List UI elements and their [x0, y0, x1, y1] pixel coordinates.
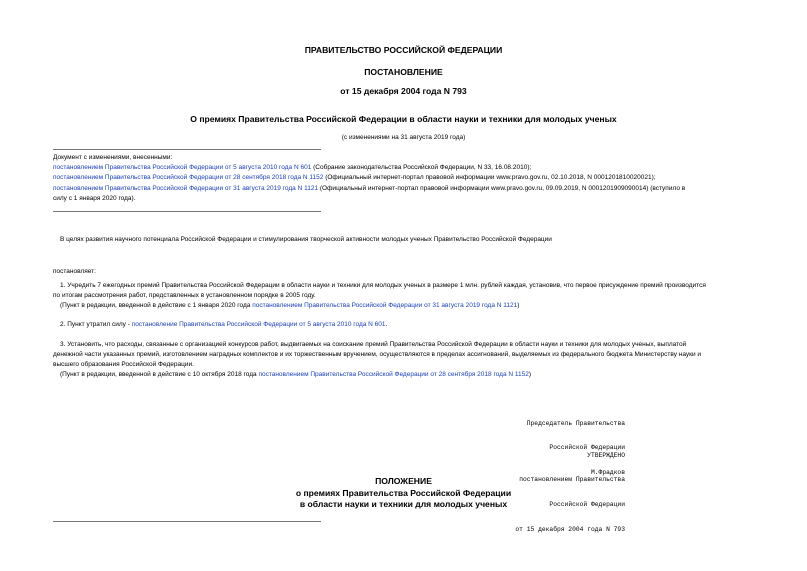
amendments-block	[53, 153, 773, 204]
paragraph-3-line: 3. Установить, что расходы, связанные с организацией конкурсов работ, выдвигаемых на соискание премий Правительства Российской Федерации в области науки и техники для молодых ученых, выплатой	[60, 341, 687, 348]
paragraph-2	[60, 320, 780, 330]
approval-line: Российской Федерации	[549, 501, 625, 509]
paragraph-1	[53, 281, 783, 311]
amendment-item	[53, 184, 773, 194]
signature-name: М.Фрадков	[590, 469, 625, 477]
government-heading: ПРАВИТЕЛЬСТВО РОССИЙСКОЙ ФЕДЕРАЦИИ	[304, 45, 503, 55]
changes-note: (с изменениями на 31 августа 2019 года)	[341, 134, 466, 141]
amendment-link-2019[interactable]: постановлением Правительства Российской Федерации от 31 августа 2019 года N 1121	[53, 184, 319, 192]
paragraph-3-line: высшего образования Российской Федерации.	[53, 361, 194, 368]
note-suffix: )	[517, 302, 520, 309]
paragraph-1-note	[53, 301, 783, 311]
regulation-heading	[0, 476, 807, 511]
paragraph-3-line: денежной части указанных премий, изготовлением наградных комплектов и их торжественным вручением, осуществляются в пределах ассигнований, выделяемых из федерального бюджета Министерству науки и	[53, 351, 702, 358]
amendment-source: (Официальный интернет-портал правовой информации www.pravo.gov.ru, 09.09.2019, N 0001201909090014) (вступило в	[318, 184, 686, 192]
regulation-title: ПОЛОЖЕНИЕ	[375, 476, 432, 486]
amendment-link-2018[interactable]: постановлением Правительства Российской Федерации от 28 сентября 2018 года N 1152	[53, 174, 324, 182]
amendment-source: (Официальный интернет-портал правовой информации www.pravo.gov.ru, 02.10.2018, N 0001201810020021);	[323, 174, 656, 182]
paragraph-1-line: по итогам рассмотрения работ, представленных в установленном порядке в 2005 году.	[53, 292, 316, 299]
amendment-item	[53, 163, 773, 173]
amendment-source: (Собрание законодательства Российской Федерации, N 33, 16.08.2010);	[311, 164, 532, 172]
approval-line: от 15 декабря 2004 года N 793	[515, 526, 625, 534]
divider-footer	[53, 521, 321, 522]
paragraph-2-suffix: .	[385, 321, 388, 328]
paragraph-1-line: 1. Учредить 7 ежегодных премий Правительства Российской Федерации в области науки и техники для молодых ученых в размере 1 млн. рублей каждая, установив, что первое присуждение премий производится	[60, 282, 706, 289]
note-suffix: )	[528, 371, 532, 378]
divider-top	[53, 149, 321, 150]
regulation-subtitle: в области науки и техники для молодых ученых	[299, 499, 508, 509]
preamble: В целях развития научного потенциала Российской Федерации и стимулирования творческой активности молодых ученых Правительство Российской Федерации	[60, 236, 552, 243]
paragraph-2-prefix: 2. Пункт утратил силу -	[60, 321, 132, 328]
decrees-word: постановляет:	[53, 268, 96, 275]
doc-type-heading: ПОСТАНОВЛЕНИЕ	[364, 67, 443, 77]
paragraph-3-note	[53, 370, 783, 380]
note-link-2018[interactable]: постановлением Правительства Российской Федерации от 28 сентября 2018 года N 1152	[258, 371, 529, 378]
amendment-continuation: силу с 1 января 2020 года).	[53, 194, 136, 202]
paragraph-3	[53, 340, 783, 380]
document-title: О премиях Правительства Российской Федерации в области науки и техники для молодых ученых	[190, 114, 617, 124]
date-number-heading: от 15 декабря 2004 года N 793	[340, 86, 467, 96]
signature-line: Российской Федерации	[549, 444, 625, 452]
amendment-item	[53, 173, 773, 183]
approval-line: постановлением Правительства	[519, 476, 625, 484]
amendments-intro: Документ с изменениями, внесенными:	[53, 154, 173, 161]
approval-line: УТВЕРЖДЕНО	[587, 451, 625, 459]
note-link-2019[interactable]: постановлением Правительства Российской Федерации от 31 августа 2019 года N 1121	[252, 302, 518, 309]
divider-bottom	[53, 211, 321, 212]
note-prefix: (Пункт в редакции, введенной в действие с 10 октября 2018 года	[60, 371, 259, 378]
amendment-link-2010[interactable]: постановлением Правительства Российской Федерации от 5 августа 2010 года N 601	[53, 164, 312, 172]
signature-line: Председатель Правительства	[526, 419, 625, 427]
paragraph-2-link[interactable]: постановление Правительства Российской Федерации от 5 августа 2010 года N 601	[131, 321, 386, 328]
regulation-subtitle: о премиях Правительства Российской Федерации	[295, 487, 512, 498]
note-prefix: (Пункт в редакции, введенной в действие с 1 января 2020 года	[60, 302, 253, 309]
